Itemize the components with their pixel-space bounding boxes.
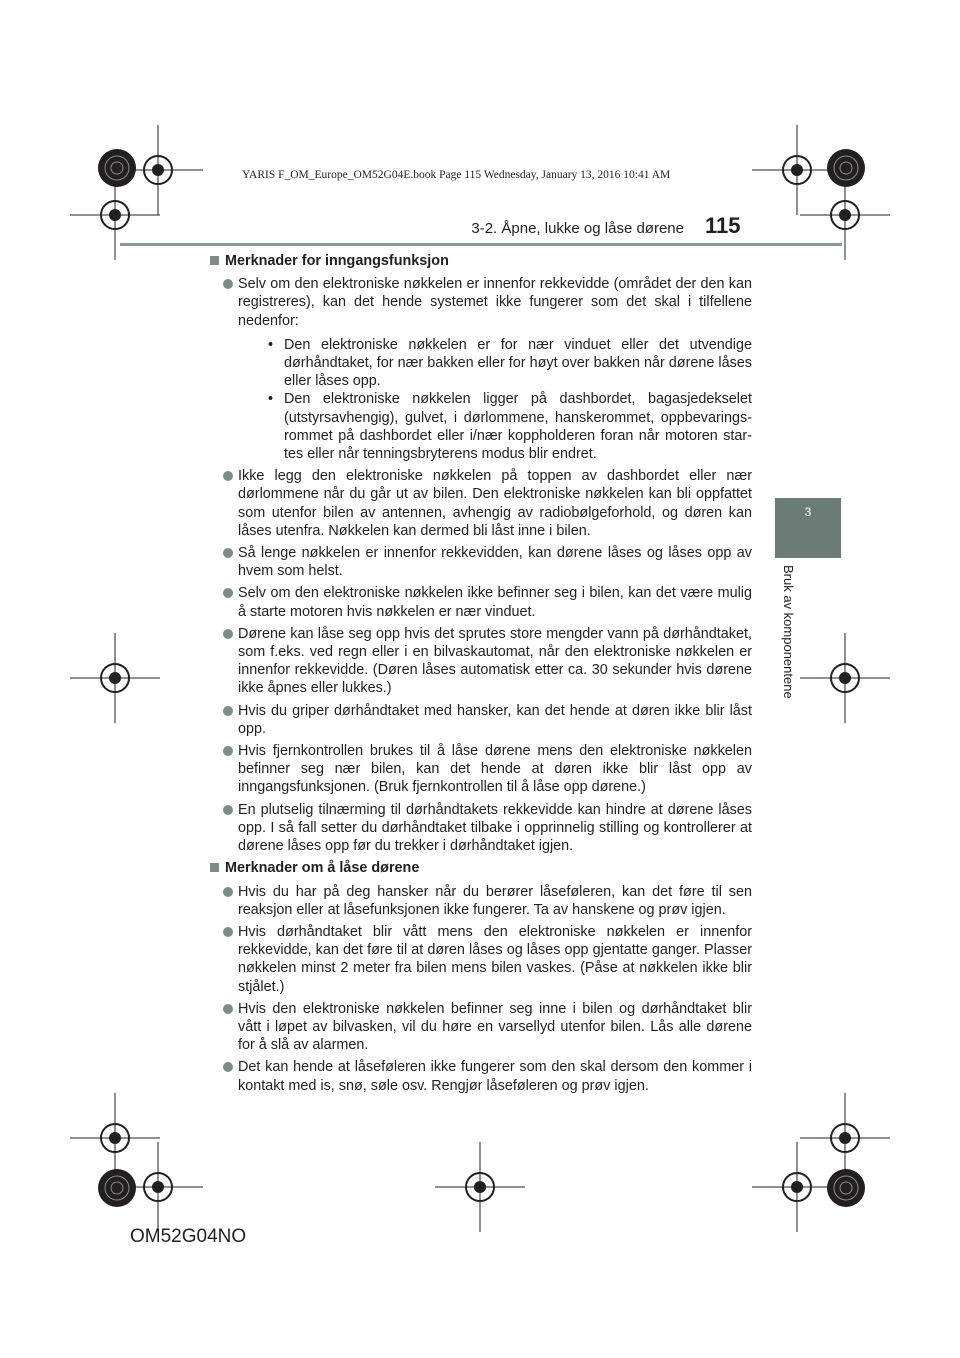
bullet-dot-icon bbox=[223, 471, 233, 481]
list-item bbox=[210, 702, 752, 738]
list-item bbox=[210, 544, 752, 580]
list-item bbox=[210, 801, 752, 856]
bullet-dot-icon bbox=[223, 746, 233, 756]
section-heading-text: Merknader om å låse dørene bbox=[225, 860, 420, 877]
list-item bbox=[210, 275, 752, 463]
list-item-text: Hvis dørhåndtaket blir vått mens den elektroniske nøkkelen er innenfor rekkevidde, kan det føre til at døren låses og låses opp gjentatte ganger. Plasser nøkkelen minst 2 meter fra bilen mens bilen vaskes. (Påse at nøkkelen ikke blir stjålet.) bbox=[238, 923, 752, 995]
list-item bbox=[210, 742, 752, 797]
registration-mark-icon bbox=[435, 1142, 525, 1232]
bullet-dot-icon bbox=[223, 588, 233, 598]
square-bullet-icon bbox=[210, 256, 219, 265]
list-item bbox=[210, 1058, 752, 1094]
sub-list bbox=[238, 336, 752, 463]
list-item bbox=[210, 923, 752, 996]
bullet-dot-icon bbox=[223, 1062, 233, 1072]
page-number: 115 bbox=[705, 213, 741, 238]
list-item bbox=[210, 883, 752, 919]
list-item-text: Ikke legg den elektroniske nøkkelen på toppen av dashbordet eller nær dørlommene når du går ut av bilen. Den elektroniske nøkkelen kan bli oppfattet som utenfor bilen av antennen, avhengig av radiobølgeforhold, og døren kan låses utenfra. Nøkkelen kan dermed bli låst inne i bilen. bbox=[238, 468, 752, 539]
bullet-dot-icon bbox=[223, 548, 233, 558]
header-rule bbox=[120, 243, 842, 246]
sub-list-item-text: Den elektroniske nøkkelen ligger på dashbordet, bagasjedekselet (utstyrsavhengig), gulvet, i dørlommene, hanskerommet, oppbevarings-rommet på dashbordet eller i/nær koppholderen foran når motoren star-tes eller når tenningsbryterens modus blir endret. bbox=[284, 391, 752, 463]
list-item-text: Hvis fjernkontrollen brukes til å låse dørene mens den elektroniske nøkkelen befinner seg nær bilen, kan det hende at døren ikke blir låst opp av inngangsfunksjonen. (Bruk fjernkontrollen til å låse opp dørene.) bbox=[238, 743, 752, 796]
list-item bbox=[210, 625, 752, 698]
bullet-dot-icon bbox=[223, 706, 233, 716]
sub-list-item bbox=[238, 336, 752, 391]
starburst-target-icon bbox=[826, 148, 866, 188]
chapter-number: 3 bbox=[804, 505, 812, 519]
list-item-text: Selv om den elektroniske nøkkelen ikke befinner seg i bilen, kan det være mulig å starte motoren hvis nøkkelen er nær vinduet. bbox=[238, 585, 752, 620]
bullet-dot-icon bbox=[223, 629, 233, 639]
starburst-target-icon bbox=[97, 148, 137, 188]
registration-mark-icon bbox=[70, 633, 160, 723]
sub-list-item-text: Den elektroniske nøkkelen er for nær vinduet eller det utvendige dørhåndtaket, for nær bakken eller for høyt over bakken når dørene låses eller låses opp. bbox=[284, 336, 752, 390]
bullet-dot-icon bbox=[223, 927, 233, 937]
sub-bullet-icon: • bbox=[268, 336, 274, 353]
chapter-title: Bruk av komponentene bbox=[781, 565, 796, 699]
square-bullet-icon bbox=[210, 863, 219, 872]
list-item bbox=[210, 1000, 752, 1055]
starburst-target-icon bbox=[97, 1168, 137, 1208]
section-heading-text: Merknader for inngangsfunksjon bbox=[225, 253, 449, 269]
list-item-text: Selv om den elektroniske nøkkelen er innenfor rekkevidde (området der den kan registreres), kan det hende systemet ikke fungerer som det skal i tilfellene nedenfor: bbox=[238, 276, 752, 329]
list-item bbox=[210, 467, 752, 540]
list-item-text: Så lenge nøkkelen er innenfor rekkevidden, kan dørene låses og låses opp av hvem som helst. bbox=[238, 545, 752, 580]
list-item-text: Hvis du har på deg hansker når du berører låseføleren, kan det føre til sen reaksjon eller at låsefunksjonen ikke fungerer. Ta av hanskene og prøv igjen. bbox=[238, 883, 752, 918]
starburst-target-icon bbox=[826, 1168, 866, 1208]
section bbox=[210, 859, 752, 1094]
bullet-dot-icon bbox=[223, 279, 233, 289]
section-heading bbox=[210, 252, 752, 270]
list-item bbox=[210, 584, 752, 620]
list-item-text: En plutselig tilnærming til dørhåndtakets rekkevidde kan hindre at dørene låses opp. I så fall setter du dørhåndtaket tilbake i opprinnelig stilling og kontrollerer at dørene låses opp før du trekker i dørhåndtaket igjen. bbox=[238, 801, 752, 855]
section-title: 3-2. Åpne, lukke og låse dørene bbox=[471, 220, 684, 237]
page-content bbox=[210, 252, 752, 1099]
list-item-text: Det kan hende at låseføleren ikke fungerer som den skal dersom den kommer i kontakt med is, snø, søle osv. Rengjør låseføleren og prøv igjen. bbox=[238, 1059, 752, 1094]
list-item-text: Hvis den elektroniske nøkkelen befinner seg inne i bilen og dørhåndtaket blir vått i løpet av bilvasken, vil du høre en varsellyd utenfor bilen. Lås alle dørene for å slå av alarmen. bbox=[238, 1000, 752, 1054]
book-info: YARIS F_OM_Europe_OM52G04E.book Page 115 Wednesday, January 13, 2016 10:41 AM bbox=[242, 169, 671, 181]
document-code: OM52G04NO bbox=[130, 1226, 247, 1247]
bullet-dot-icon bbox=[223, 1004, 233, 1014]
bullet-dot-icon bbox=[223, 887, 233, 897]
list-item-text: Dørene kan låse seg opp hvis det sprutes store mengder vann på dørhåndtaket, som f.eks. ved regn eller i en bilvaskautomat, når den elektroniske nøkkelen er innenfor rekkevidde. (Døren låses automatisk etter ca. 30 sekunder hvis dørene ikke åpnes eller lukkes.) bbox=[238, 625, 752, 697]
bullet-dot-icon bbox=[223, 805, 233, 815]
sub-bullet-icon: • bbox=[268, 391, 274, 408]
section bbox=[210, 252, 752, 855]
sub-list-item bbox=[238, 390, 752, 463]
registration-mark-icon bbox=[800, 633, 890, 723]
list-item-text: Hvis du griper dørhåndtaket med hansker, kan det hende at døren ikke blir låst opp. bbox=[238, 702, 752, 737]
section-heading bbox=[210, 859, 752, 877]
